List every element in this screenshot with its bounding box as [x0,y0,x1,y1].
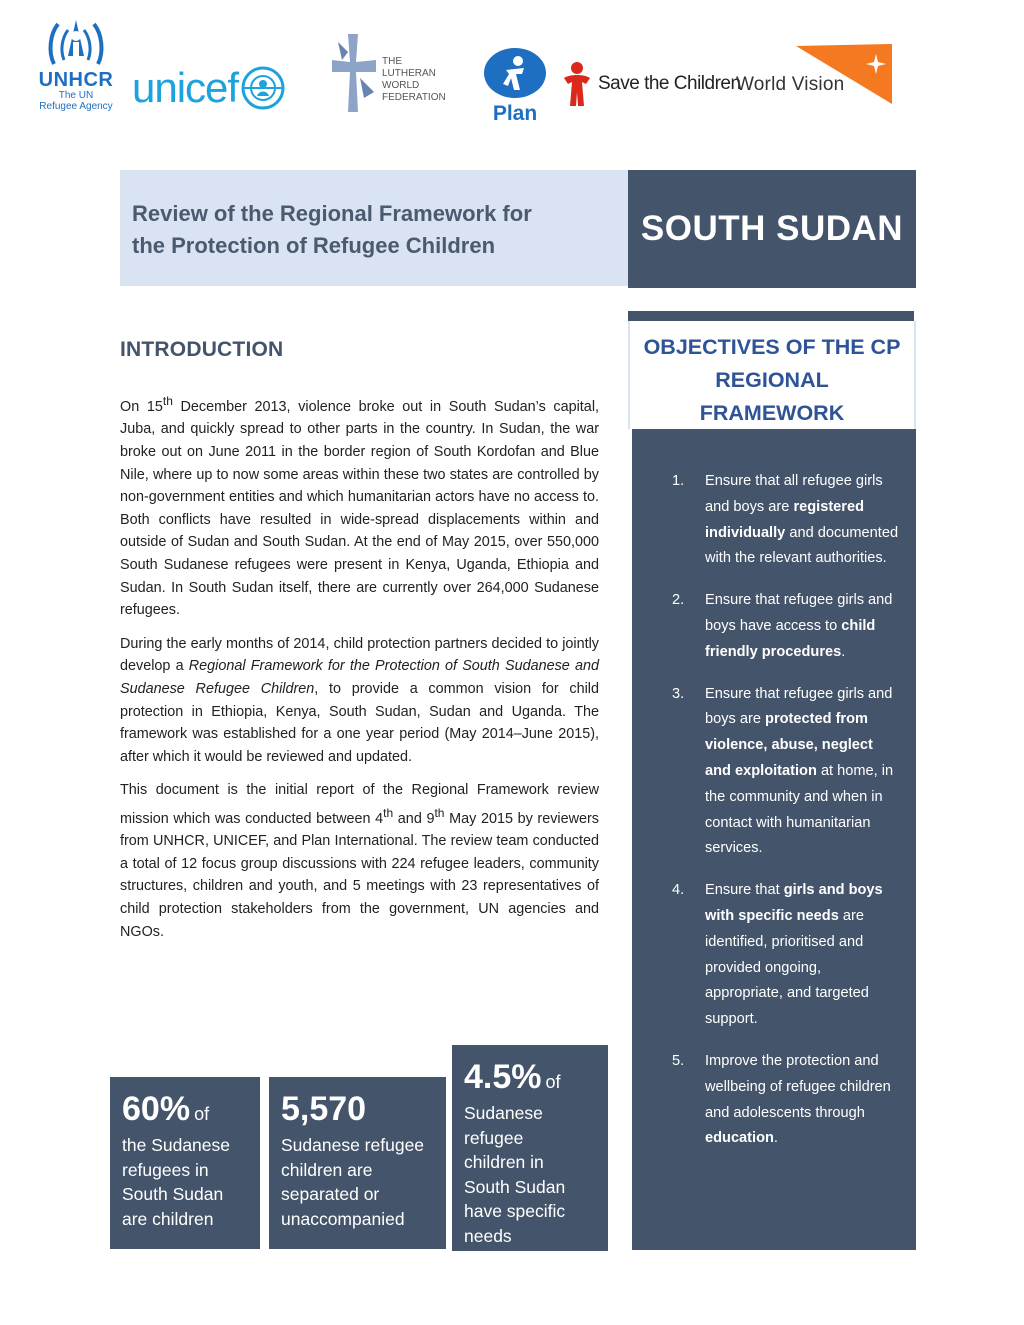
objective-emphasis: child friendly procedures [705,617,876,660]
world-vision-logo [736,42,894,108]
report-title-line-1: Review of the Regional Framework for [132,201,532,226]
intro-paragraph-1 [120,390,599,622]
objective-text: Improve the protection and wellbeing of refugee children and adolescents through [705,1052,891,1121]
lwf-text-3: WORLD [382,80,420,91]
objective-number: 5. [672,1052,685,1069]
intro-paragraph-3 [120,779,599,943]
objective-item [672,469,900,572]
objectives-heading-line-2: REGIONAL [715,368,829,392]
lutheran-world-federation-logo [330,32,446,116]
stat-desc-line: South Sudan [464,1176,566,1197]
save-the-children-logo [560,58,741,110]
stat-desc-line: Sudanese refugee [281,1135,425,1155]
plan-wordmark: Plan [492,102,538,125]
objectives-top-bar [628,311,914,321]
objective-text: Ensure that refugee girls and boys are [705,685,893,728]
intro-p1-text-b: December 2013, violence broke out in South Sudan’s capital, Juba, and quickly spread to other parts in the country. In Sudan, the war broke out on June 2011 in the border region of South Kordofan and Blue Nile, where up to now some areas within these two states are controlled by non-government entities and which humanitarian actors have no access to. Both conflicts have resulted in wide-spread displacements within and outside of Sudan and South Sudan. At the end of May 2015, over 550,000 South Sudanese refugees were present in Kenya, Uganda, Ethiopia and Sudan. In South Sudan itself, there are currently over 264,000 Sudanese refugees. [120,398,600,619]
objective-emphasis: protected from violence, abuse, neglect and exploitation [705,711,873,779]
objectives-heading-line-1: OBJECTIVES OF THE CP [643,335,901,359]
intro-p3-text-a: This document is the initial report of the Regional Framework review mission which was conducted between 4 [120,782,599,827]
stat-of: of [194,1104,210,1124]
intro-p2-framework-title: Regional Framework for the Protection of South Sudanese and Sudanese Refugee Children [120,658,599,697]
stat-desc-line: refugee [464,1127,524,1148]
objective-item [672,682,900,863]
objective-number: 1. [672,473,685,489]
objective-text: and documented with the relevant authorities. [705,524,899,567]
stat-box-separated-children [269,1077,446,1249]
introduction-heading: INTRODUCTION [120,338,284,361]
plan-logo [480,46,550,126]
stat-desc-line: separated or [281,1184,380,1204]
objective-text: Ensure that all refugee girls and boys are [705,473,883,515]
unhcr-emblem-icon [44,12,108,66]
stat-desc-line: Sudanese [464,1103,543,1123]
intro-paragraph-2 [120,633,599,769]
stat-desc-line: needs [464,1225,512,1246]
objective-emphasis: registered individually [705,498,865,541]
objectives-heading-line-3: FRAMEWORK [699,401,845,425]
intro-p1-sup: th [162,394,173,408]
intro-p2-text-a: During the early months of 2014, child protection partners decided to jointly develop a [120,635,599,675]
objective-number: 4. [672,882,685,899]
lwf-text-2: LUTHERAN [382,68,436,79]
world-vision-wordmark: World Vision [736,74,845,95]
intro-p3-sup-2: th [434,805,445,820]
stat-desc-line: are children [122,1208,214,1229]
stat-box-specific-needs [452,1045,608,1251]
lwf-text-1: THE [382,56,402,67]
stat-value: 4.5% [464,1058,542,1096]
intro-p1-text-a: On 15 [120,398,163,415]
objective-text: at home, in the community and when in contact with humanitarian services. [705,762,894,857]
intro-p3-text-b: and 9 [393,810,435,827]
stat-desc-line: refugees in [122,1159,209,1180]
stat-value: 60% [122,1090,191,1128]
stat-of: of [545,1072,561,1092]
objectives-panel [632,429,916,1250]
stat-desc-line: have specific [464,1201,566,1221]
objective-number: 3. [672,685,685,702]
objectives-list [672,469,900,1152]
objectives-heading [628,321,916,429]
country-banner [628,170,916,288]
unhcr-tagline-1: The UN [58,90,94,101]
lwf-text-4: FEDERATION [382,92,446,103]
objective-text: . [773,1130,778,1147]
unhcr-wordmark: UNHCR [38,69,114,91]
lwf-cross-icon [330,32,380,116]
report-title-line-2: the Protection of Refugee Children [132,233,496,258]
objective-number: 2. [672,592,685,609]
objective-text: Ensure that [705,882,784,899]
report-title-banner [120,170,628,286]
unhcr-logo [28,12,124,124]
stat-desc-line: the Sudanese [122,1135,231,1155]
objective-emphasis: girls and boys with specific needs [705,882,883,924]
objective-text: Ensure that refugee girls and boys have access to [705,592,893,634]
intro-p3-sup-1: th [383,805,394,820]
intro-p2-text-b: , to provide a common vision for child protection in Ethiopia, Kenya, South Sudan, Sudan and Uganda. The framework was established for a one year period (May 2014–June 2015), after which it would be reviewed and updated. [120,680,600,765]
stat-desc-line: unaccompanied [281,1208,405,1229]
objective-item [672,1049,900,1152]
objective-text: . [841,643,846,660]
stat-value: 5,570 [281,1090,367,1128]
objective-text: are identified, prioritised and provided ongoing, appropriate, and targeted support. [705,907,869,1028]
unicef-wordmark: unicef [132,64,239,111]
objective-item [672,878,900,1033]
intro-p3-text-c: May 2015 by reviewers from UNHCR, UNICEF, and Plan International. The review team conducted a total of 12 focus group discussions with 224 refugee leaders, community structures, children and youth, and 5 meetings with 23 representatives of child protection stakeholders from the government, UN agencies and NGOs. [120,810,599,940]
save-the-children-wordmark: Save the Children [598,73,741,94]
plan-figure-icon [482,46,548,100]
unhcr-tagline-2: Refugee Agency [39,101,113,112]
stat-desc-line: children in [464,1152,544,1172]
stat-desc-line: South Sudan [122,1184,224,1204]
objective-emphasis: education [705,1130,774,1147]
stat-desc-line: children are [281,1159,373,1180]
objective-item [672,588,900,665]
stat-box-children-share [110,1077,260,1249]
unicef-globe-icon [241,66,285,110]
save-the-children-figure-icon [560,60,594,108]
country-name: SOUTH SUDAN [640,209,904,248]
unicef-logo [132,62,285,114]
introduction-body [120,390,599,954]
